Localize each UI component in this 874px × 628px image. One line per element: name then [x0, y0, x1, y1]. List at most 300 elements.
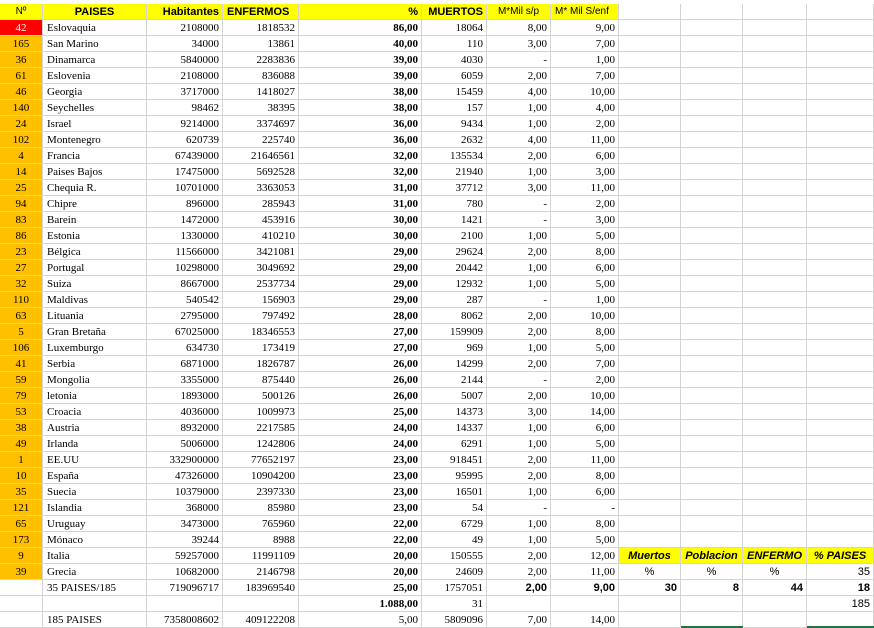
empty-cell[interactable]	[0, 580, 43, 596]
empty-cell[interactable]	[619, 84, 681, 100]
enfermos-cell[interactable]: 875440	[223, 372, 299, 388]
empty-cell[interactable]	[743, 260, 807, 276]
enfermos-cell[interactable]: 8988	[223, 532, 299, 548]
empty-cell[interactable]	[681, 164, 743, 180]
m-mil-senf-cell[interactable]: 8,00	[551, 324, 619, 340]
habitantes-cell[interactable]: 1893000	[147, 388, 223, 404]
empty-cell[interactable]	[807, 164, 874, 180]
country-name[interactable]: Maldivas	[43, 292, 147, 308]
m-mil-sp-cell[interactable]: 1,00	[487, 276, 551, 292]
country-name[interactable]: Gran Bretaña	[43, 324, 147, 340]
habitantes-cell[interactable]: 17475000	[147, 164, 223, 180]
empty-cell[interactable]	[807, 308, 874, 324]
enfermos-cell[interactable]: 1826787	[223, 356, 299, 372]
country-name[interactable]: Eslovenia	[43, 68, 147, 84]
m-mil-sp-cell[interactable]: 1,00	[487, 340, 551, 356]
empty-cell[interactable]	[681, 180, 743, 196]
m-mil-senf-cell[interactable]: 5,00	[551, 340, 619, 356]
m-mil-senf-cell[interactable]: 11,00	[551, 132, 619, 148]
empty-cell[interactable]	[619, 276, 681, 292]
m-mil-senf-cell[interactable]: 5,00	[551, 228, 619, 244]
habitantes-cell[interactable]: 10298000	[147, 260, 223, 276]
empty-cell[interactable]	[807, 36, 874, 52]
muertos-cell[interactable]: 6059	[422, 68, 487, 84]
muertos-cell[interactable]: 1421	[422, 212, 487, 228]
enfermos-cell[interactable]: 3049692	[223, 260, 299, 276]
empty-cell[interactable]	[681, 388, 743, 404]
muertos-cell[interactable]: 24609	[422, 564, 487, 580]
habitantes-cell[interactable]: 2108000	[147, 20, 223, 36]
country-name[interactable]: Suecia	[43, 484, 147, 500]
pct-cell[interactable]: 86,00	[299, 20, 422, 36]
pct-cell[interactable]: 26,00	[299, 356, 422, 372]
empty-cell[interactable]	[681, 372, 743, 388]
m-mil-sp-cell[interactable]: 4,00	[487, 84, 551, 100]
enfermos-cell[interactable]: 225740	[223, 132, 299, 148]
row-number[interactable]: 23	[0, 244, 43, 260]
empty-cell[interactable]	[681, 596, 743, 612]
row-number[interactable]: 38	[0, 420, 43, 436]
m-mil-senf-cell[interactable]: 9,00	[551, 20, 619, 36]
empty-cell[interactable]	[743, 132, 807, 148]
empty-cell[interactable]	[619, 36, 681, 52]
header-muertos[interactable]: MUERTOS	[422, 4, 487, 20]
empty-cell[interactable]	[681, 212, 743, 228]
row-number[interactable]: 102	[0, 132, 43, 148]
empty-cell[interactable]	[619, 132, 681, 148]
m-mil-sp-cell[interactable]: 2,00	[487, 468, 551, 484]
muertos-cell[interactable]: 135534	[422, 148, 487, 164]
total-label[interactable]: 185 PAISES	[43, 612, 147, 628]
row-number[interactable]: 25	[0, 180, 43, 196]
empty-cell[interactable]	[743, 404, 807, 420]
empty-cell[interactable]	[807, 532, 874, 548]
empty-cell[interactable]	[619, 308, 681, 324]
habitantes-cell[interactable]: 6871000	[147, 356, 223, 372]
empty-cell[interactable]	[743, 52, 807, 68]
enfermos-cell[interactable]: 18346553	[223, 324, 299, 340]
enfermos-cell[interactable]: 453916	[223, 212, 299, 228]
habitantes-cell[interactable]: 67439000	[147, 148, 223, 164]
pct-cell[interactable]: 39,00	[299, 52, 422, 68]
m-mil-sp-cell[interactable]: -	[487, 372, 551, 388]
m-mil-senf-cell[interactable]: 4,00	[551, 100, 619, 116]
empty-cell[interactable]	[743, 244, 807, 260]
country-name[interactable]: Croacia	[43, 404, 147, 420]
empty-cell[interactable]	[619, 100, 681, 116]
enfermos-cell[interactable]: 410210	[223, 228, 299, 244]
row-number[interactable]: 5	[0, 324, 43, 340]
empty-cell[interactable]	[743, 196, 807, 212]
empty-cell[interactable]	[743, 180, 807, 196]
habitantes-cell[interactable]: 8667000	[147, 276, 223, 292]
empty-cell[interactable]	[619, 468, 681, 484]
country-name[interactable]: Portugal	[43, 260, 147, 276]
empty-cell[interactable]	[619, 596, 681, 612]
muertos-cell[interactable]: 6729	[422, 516, 487, 532]
row-number[interactable]: 86	[0, 228, 43, 244]
m-mil-sp-cell[interactable]: -	[487, 196, 551, 212]
row-number[interactable]: 165	[0, 36, 43, 52]
row-number[interactable]: 110	[0, 292, 43, 308]
empty-cell[interactable]	[681, 276, 743, 292]
pct-cell[interactable]: 23,00	[299, 468, 422, 484]
muertos-cell[interactable]: 14337	[422, 420, 487, 436]
stat-value[interactable]: 30	[619, 580, 681, 596]
header-m-mil-sp[interactable]: M*Mil s/p	[487, 4, 551, 20]
empty-cell[interactable]	[743, 324, 807, 340]
muertos-cell[interactable]: 150555	[422, 548, 487, 564]
habitantes-cell[interactable]: 8932000	[147, 420, 223, 436]
pct-cell[interactable]: 39,00	[299, 68, 422, 84]
empty-cell[interactable]	[619, 532, 681, 548]
stat-value[interactable]: 18	[807, 580, 874, 596]
muertos-cell[interactable]: 6291	[422, 436, 487, 452]
empty-cell[interactable]	[681, 308, 743, 324]
pct-cell[interactable]: 30,00	[299, 212, 422, 228]
empty-cell[interactable]	[807, 500, 874, 516]
empty-cell[interactable]	[743, 484, 807, 500]
empty-cell[interactable]	[681, 436, 743, 452]
pct-cell[interactable]: 32,00	[299, 164, 422, 180]
muertos-cell[interactable]: 14373	[422, 404, 487, 420]
empty-cell[interactable]	[619, 196, 681, 212]
header-habitantes[interactable]: Habitantes	[147, 4, 223, 20]
row-number[interactable]: 65	[0, 516, 43, 532]
country-name[interactable]: Chipre	[43, 196, 147, 212]
empty-cell[interactable]	[619, 500, 681, 516]
enfermos-cell[interactable]: 285943	[223, 196, 299, 212]
row-number[interactable]: 53	[0, 404, 43, 420]
habitantes-cell[interactable]: 10682000	[147, 564, 223, 580]
pct-cell[interactable]: 22,00	[299, 516, 422, 532]
empty-cell[interactable]	[743, 516, 807, 532]
muertos-cell[interactable]: 20442	[422, 260, 487, 276]
pct-cell[interactable]: 38,00	[299, 84, 422, 100]
country-name[interactable]: Barein	[43, 212, 147, 228]
country-name[interactable]: letonia	[43, 388, 147, 404]
empty-cell[interactable]	[807, 196, 874, 212]
empty-cell[interactable]	[743, 4, 807, 20]
muertos-cell[interactable]: 780	[422, 196, 487, 212]
empty-cell[interactable]	[743, 276, 807, 292]
m-mil-sp-cell[interactable]: 2,00	[487, 452, 551, 468]
empty-cell[interactable]	[0, 612, 43, 628]
m-mil-sp-cell[interactable]: 2,00	[487, 356, 551, 372]
row-number[interactable]: 106	[0, 340, 43, 356]
m-mil-sp-cell[interactable]: 4,00	[487, 132, 551, 148]
enfermos-cell[interactable]: 1418027	[223, 84, 299, 100]
m-mil-sp-cell[interactable]: 2,00	[487, 564, 551, 580]
pct-cell[interactable]: 29,00	[299, 244, 422, 260]
empty-cell[interactable]	[743, 436, 807, 452]
empty-cell[interactable]	[807, 516, 874, 532]
empty-cell[interactable]	[619, 20, 681, 36]
m-mil-senf-cell[interactable]: 6,00	[551, 484, 619, 500]
row-number[interactable]: 1	[0, 452, 43, 468]
empty-cell[interactable]	[681, 324, 743, 340]
empty-cell[interactable]	[619, 372, 681, 388]
empty-cell[interactable]	[681, 100, 743, 116]
muertos-cell[interactable]: 16501	[422, 484, 487, 500]
empty-cell[interactable]	[619, 212, 681, 228]
habitantes-cell[interactable]: 2795000	[147, 308, 223, 324]
stat-value[interactable]: 8	[681, 580, 743, 596]
empty-cell[interactable]	[807, 292, 874, 308]
habitantes-cell[interactable]: 3717000	[147, 84, 223, 100]
habitantes-cell[interactable]: 3473000	[147, 516, 223, 532]
enfermos-cell[interactable]: 3421081	[223, 244, 299, 260]
habitantes-cell[interactable]: 2108000	[147, 68, 223, 84]
row-number[interactable]: 24	[0, 116, 43, 132]
header-enfermos[interactable]: ENFERMOS	[223, 4, 299, 20]
empty-cell[interactable]	[619, 356, 681, 372]
empty-cell[interactable]	[619, 388, 681, 404]
empty-cell[interactable]	[807, 116, 874, 132]
country-name[interactable]: Islandia	[43, 500, 147, 516]
header-paises[interactable]: PAISES	[43, 4, 147, 20]
m-mil-sp-cell[interactable]: 2,00	[487, 148, 551, 164]
empty-cell[interactable]	[807, 68, 874, 84]
m-mil-senf-cell[interactable]: 1,00	[551, 292, 619, 308]
pct-cell[interactable]: 23,00	[299, 500, 422, 516]
empty-cell[interactable]	[619, 484, 681, 500]
pct-cell[interactable]: 23,00	[299, 484, 422, 500]
empty-cell[interactable]	[619, 68, 681, 84]
empty-cell[interactable]	[743, 612, 807, 628]
total-muertos[interactable]: 5809096	[422, 612, 487, 628]
row-number[interactable]: 41	[0, 356, 43, 372]
empty-cell[interactable]	[807, 100, 874, 116]
country-name[interactable]: Luxemburgo	[43, 340, 147, 356]
m-mil-sp-cell[interactable]: 3,00	[487, 180, 551, 196]
muertos-cell[interactable]: 2100	[422, 228, 487, 244]
empty-cell[interactable]	[619, 324, 681, 340]
muertos-cell[interactable]: 157	[422, 100, 487, 116]
empty-cell[interactable]	[807, 180, 874, 196]
m-mil-sp-cell[interactable]: 2,00	[487, 68, 551, 84]
row-number[interactable]: 79	[0, 388, 43, 404]
country-name[interactable]: Mongolia	[43, 372, 147, 388]
empty-cell[interactable]	[681, 468, 743, 484]
empty-cell[interactable]	[681, 68, 743, 84]
habitantes-cell[interactable]: 39244	[147, 532, 223, 548]
row-number[interactable]: 14	[0, 164, 43, 180]
row-number[interactable]: 173	[0, 532, 43, 548]
empty-cell[interactable]	[807, 452, 874, 468]
m-mil-senf-cell[interactable]: 7,00	[551, 36, 619, 52]
m-mil-sp-cell[interactable]: 1,00	[487, 116, 551, 132]
header-pct[interactable]: %	[299, 4, 422, 20]
pct-cell[interactable]: 29,00	[299, 292, 422, 308]
empty-cell[interactable]	[743, 372, 807, 388]
country-name[interactable]: Dinamarca	[43, 52, 147, 68]
empty-cell[interactable]	[807, 244, 874, 260]
empty-cell[interactable]	[743, 36, 807, 52]
m-mil-senf-cell[interactable]: -	[551, 500, 619, 516]
empty-cell[interactable]	[681, 292, 743, 308]
empty-cell[interactable]	[807, 356, 874, 372]
empty-cell[interactable]	[743, 340, 807, 356]
m-mil-sp-cell[interactable]: 1,00	[487, 420, 551, 436]
enfermos-cell[interactable]: 1242806	[223, 436, 299, 452]
summary-m-mil-senf[interactable]: 9,00	[551, 580, 619, 596]
row-number[interactable]: 42	[0, 20, 43, 36]
enfermos-cell[interactable]: 5692528	[223, 164, 299, 180]
empty-cell[interactable]	[807, 4, 874, 20]
empty-cell[interactable]	[487, 596, 551, 612]
empty-cell[interactable]	[743, 388, 807, 404]
country-name[interactable]: España	[43, 468, 147, 484]
enfermos-cell[interactable]: 2146798	[223, 564, 299, 580]
pct-cell[interactable]: 20,00	[299, 548, 422, 564]
habitantes-cell[interactable]: 9214000	[147, 116, 223, 132]
empty-cell[interactable]	[619, 452, 681, 468]
muertos-cell[interactable]: 2144	[422, 372, 487, 388]
m-mil-senf-cell[interactable]: 3,00	[551, 212, 619, 228]
enfermos-cell[interactable]: 38395	[223, 100, 299, 116]
empty-cell[interactable]	[681, 452, 743, 468]
empty-cell[interactable]	[619, 436, 681, 452]
pct-cell[interactable]: 30,00	[299, 228, 422, 244]
pct-cell[interactable]: 40,00	[299, 36, 422, 52]
habitantes-cell[interactable]: 540542	[147, 292, 223, 308]
muertos-cell[interactable]: 9434	[422, 116, 487, 132]
m-mil-senf-cell[interactable]: 5,00	[551, 532, 619, 548]
empty-cell[interactable]	[807, 260, 874, 276]
summary-m-mil-sp[interactable]: 2,00	[487, 580, 551, 596]
empty-cell[interactable]	[743, 148, 807, 164]
empty-cell[interactable]	[807, 340, 874, 356]
country-name[interactable]: Irlanda	[43, 436, 147, 452]
enfermos-cell[interactable]: 85980	[223, 500, 299, 516]
stat-header[interactable]: % PAISES	[807, 548, 874, 564]
row-number[interactable]: 4	[0, 148, 43, 164]
empty-cell[interactable]	[681, 36, 743, 52]
stat-value[interactable]: 44	[743, 580, 807, 596]
total-habitantes[interactable]: 7358008602	[147, 612, 223, 628]
muertos-cell[interactable]: 14299	[422, 356, 487, 372]
habitantes-cell[interactable]: 47326000	[147, 468, 223, 484]
habitantes-cell[interactable]: 896000	[147, 196, 223, 212]
m-mil-senf-cell[interactable]: 2,00	[551, 196, 619, 212]
empty-cell[interactable]	[681, 404, 743, 420]
habitantes-cell[interactable]: 634730	[147, 340, 223, 356]
empty-cell[interactable]	[807, 436, 874, 452]
m-mil-sp-cell[interactable]: 2,00	[487, 324, 551, 340]
m-mil-senf-cell[interactable]: 3,00	[551, 164, 619, 180]
pct-cell[interactable]: 27,00	[299, 340, 422, 356]
summary-muertos[interactable]: 1757051	[422, 580, 487, 596]
empty-cell[interactable]	[619, 260, 681, 276]
empty-cell[interactable]	[619, 164, 681, 180]
row-number[interactable]: 61	[0, 68, 43, 84]
enfermos-cell[interactable]: 2217585	[223, 420, 299, 436]
m-mil-senf-cell[interactable]: 2,00	[551, 116, 619, 132]
empty-cell[interactable]	[681, 132, 743, 148]
habitantes-cell[interactable]: 67025000	[147, 324, 223, 340]
empty-cell[interactable]	[681, 500, 743, 516]
country-name[interactable]: Estonia	[43, 228, 147, 244]
habitantes-cell[interactable]: 98462	[147, 100, 223, 116]
enfermos-cell[interactable]: 156903	[223, 292, 299, 308]
enfermos-cell[interactable]: 1818532	[223, 20, 299, 36]
empty-cell[interactable]	[681, 196, 743, 212]
empty-cell[interactable]	[807, 84, 874, 100]
empty-cell[interactable]	[619, 420, 681, 436]
pct-cell[interactable]: 29,00	[299, 276, 422, 292]
row-number[interactable]: 35	[0, 484, 43, 500]
muertos-cell[interactable]: 18064	[422, 20, 487, 36]
stat-unit[interactable]: %	[619, 564, 681, 580]
m-mil-senf-cell[interactable]: 14,00	[551, 404, 619, 420]
enfermos-cell[interactable]: 2397330	[223, 484, 299, 500]
habitantes-cell[interactable]: 11566000	[147, 244, 223, 260]
empty-cell[interactable]	[619, 340, 681, 356]
enfermos-cell[interactable]: 13861	[223, 36, 299, 52]
m-mil-senf-cell[interactable]: 8,00	[551, 244, 619, 260]
stat-unit[interactable]: %	[681, 564, 743, 580]
row-number[interactable]: 140	[0, 100, 43, 116]
pct-cell[interactable]: 36,00	[299, 132, 422, 148]
empty-cell[interactable]	[743, 84, 807, 100]
m-mil-senf-cell[interactable]: 1,00	[551, 52, 619, 68]
muertos-cell[interactable]: 95995	[422, 468, 487, 484]
m-mil-sp-cell[interactable]: -	[487, 52, 551, 68]
total-m-mil-senf[interactable]: 14,00	[551, 612, 619, 628]
row-number[interactable]: 46	[0, 84, 43, 100]
muertos-cell[interactable]: 918451	[422, 452, 487, 468]
empty-cell[interactable]	[807, 228, 874, 244]
empty-cell[interactable]	[743, 468, 807, 484]
country-name[interactable]: Montenegro	[43, 132, 147, 148]
m-mil-senf-cell[interactable]: 7,00	[551, 68, 619, 84]
row-number[interactable]: 9	[0, 548, 43, 564]
habitantes-cell[interactable]: 1330000	[147, 228, 223, 244]
pct-cell[interactable]: 24,00	[299, 420, 422, 436]
pct-cell[interactable]: 38,00	[299, 100, 422, 116]
stat-header[interactable]: ENFERMO	[743, 548, 807, 564]
m-mil-sp-cell[interactable]: 2,00	[487, 244, 551, 260]
empty-cell[interactable]	[807, 372, 874, 388]
stat-unit[interactable]: %	[743, 564, 807, 580]
m-mil-senf-cell[interactable]: 6,00	[551, 420, 619, 436]
muertos-cell[interactable]: 29624	[422, 244, 487, 260]
pct-cell[interactable]: 28,00	[299, 308, 422, 324]
pct-cell[interactable]: 20,00	[299, 564, 422, 580]
row-number[interactable]: 121	[0, 500, 43, 516]
m-mil-sp-cell[interactable]: 1,00	[487, 164, 551, 180]
summary-habitantes[interactable]: 719096717	[147, 580, 223, 596]
m-mil-senf-cell[interactable]: 2,00	[551, 372, 619, 388]
empty-cell[interactable]	[619, 180, 681, 196]
summary-enfermos[interactable]: 183969540	[223, 580, 299, 596]
country-name[interactable]: Georgia	[43, 84, 147, 100]
header-m-mil-senf[interactable]: M* Mil S/enf	[551, 4, 619, 20]
empty-cell[interactable]	[743, 292, 807, 308]
m-mil-senf-cell[interactable]: 11,00	[551, 564, 619, 580]
m-mil-sp-cell[interactable]: 3,00	[487, 404, 551, 420]
muertos-cell[interactable]: 8062	[422, 308, 487, 324]
enfermos-cell[interactable]: 836088	[223, 68, 299, 84]
summary-muertos2[interactable]: 31	[422, 596, 487, 612]
empty-cell[interactable]	[681, 228, 743, 244]
habitantes-cell[interactable]: 620739	[147, 132, 223, 148]
empty-cell[interactable]	[807, 404, 874, 420]
row-number[interactable]: 36	[0, 52, 43, 68]
empty-cell[interactable]	[743, 228, 807, 244]
empty-cell[interactable]	[681, 340, 743, 356]
